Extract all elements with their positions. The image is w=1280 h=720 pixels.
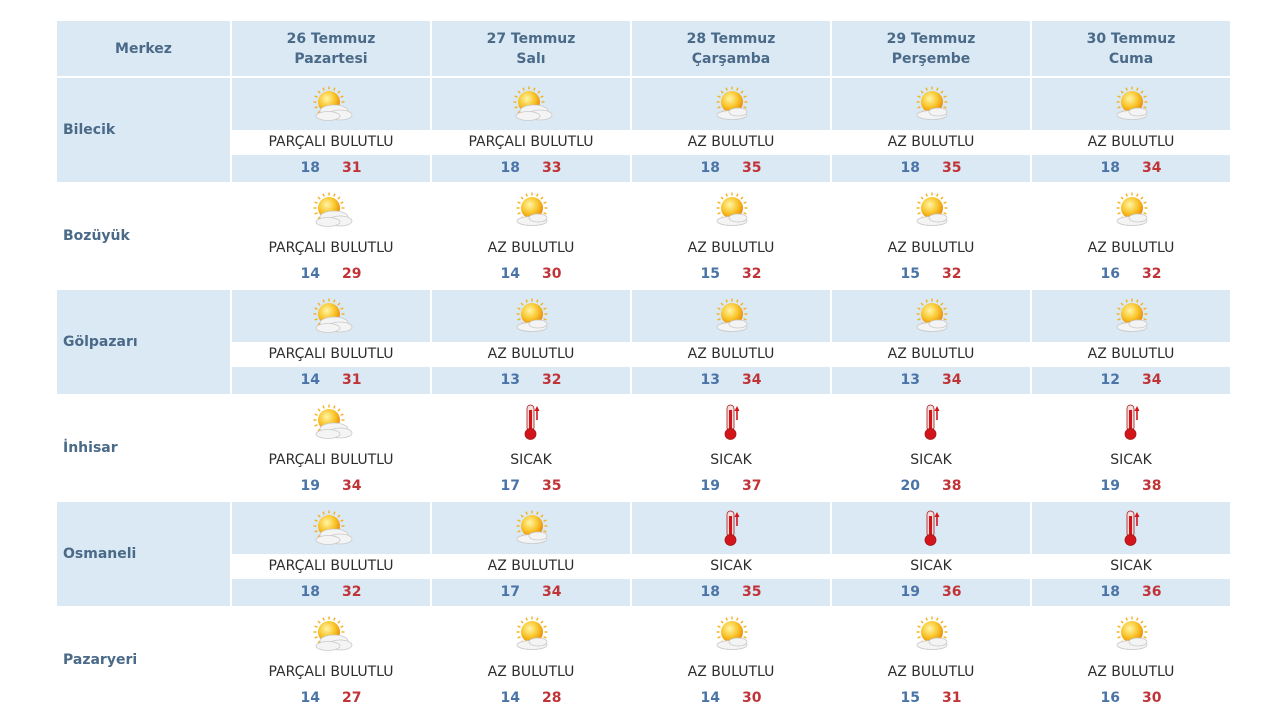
max-temp: 34 [542,584,562,600]
condition-label: AZ BULUTLU [1032,130,1230,155]
temperature-range [232,261,430,288]
condition-label: AZ BULUTLU [632,130,830,155]
temperature-range [432,473,630,500]
max-temp: 34 [942,372,962,388]
max-temp: 31 [942,690,962,706]
max-temp: 32 [342,584,362,600]
icon-area [432,396,630,448]
condition-label: PARÇALI BULUTLU [432,130,630,155]
max-temp: 35 [742,160,762,176]
temperature-range [232,367,430,394]
forecast-cell [832,290,1030,394]
min-temp: 18 [1100,584,1120,600]
mostly-sunny-icon [710,296,754,336]
condition-label: PARÇALI BULUTLU [232,236,430,261]
forecast-cell [432,608,630,712]
icon-area [832,78,1030,130]
temperature-range [1032,367,1230,394]
city-name: Bilecik [57,78,230,182]
thermometer-hot-icon [710,402,754,442]
temperature-range [632,155,830,182]
condition-label: SICAK [632,554,830,579]
min-temp: 13 [500,372,520,388]
forecast-cell [1032,396,1230,500]
min-temp: 19 [900,584,920,600]
icon-area [432,184,630,236]
temperature-range [632,579,830,606]
temperature-range [832,367,1030,394]
mostly-sunny-icon [1110,614,1154,654]
partly-cloudy-icon [310,402,354,442]
max-temp: 34 [1142,160,1162,176]
forecast-cell [432,290,630,394]
min-temp: 12 [1100,372,1120,388]
max-temp: 34 [1142,372,1162,388]
icon-area [632,184,830,236]
max-temp: 32 [742,266,762,282]
forecast-cell [432,78,630,182]
forecast-cell [232,78,430,182]
partly-cloudy-icon [310,190,354,230]
city-name: İnhisar [63,440,118,456]
temperature-range [432,685,630,712]
temperature-range [232,685,430,712]
min-temp: 18 [900,160,920,176]
temperature-range [1032,579,1230,606]
mostly-sunny-icon [710,190,754,230]
condition-label: PARÇALI BULUTLU [232,554,430,579]
min-temp: 18 [1100,160,1120,176]
mostly-sunny-icon [1110,296,1154,336]
max-temp: 30 [1142,690,1162,706]
min-temp: 19 [300,478,320,494]
min-temp: 17 [500,478,520,494]
day-weekday: Perşembe [891,50,971,67]
forecast-cell [632,78,830,182]
city-name: Pazaryeri [63,652,138,668]
temperature-range [232,579,430,606]
thermometer-hot-icon [510,402,554,442]
min-temp: 16 [1100,690,1120,706]
icon-area [232,78,430,130]
max-temp: 33 [542,160,562,176]
max-temp: 32 [942,266,962,282]
forecast-cell [232,290,430,394]
temperature-range [832,155,1030,182]
mostly-sunny-icon [910,190,954,230]
condition-label: SICAK [832,554,1030,579]
forecast-cell [632,502,830,606]
max-temp: 38 [1142,478,1162,494]
icon-area [1032,184,1230,236]
min-temp: 19 [1100,478,1120,494]
icon-area [1032,78,1230,130]
condition-label: AZ BULUTLU [632,342,830,367]
partly-cloudy-icon [310,614,354,654]
partly-cloudy-icon [310,508,354,548]
day-weekday: Salı [516,50,546,67]
day-header [1032,21,1230,76]
max-temp: 30 [542,266,562,282]
mostly-sunny-icon [710,84,754,124]
forecast-cell [632,396,830,500]
temperature-range [632,473,830,500]
max-temp: 30 [742,690,762,706]
min-temp: 17 [500,584,520,600]
min-temp: 15 [900,690,920,706]
min-temp: 14 [700,690,720,706]
temperature-range [232,155,430,182]
temperature-range [1032,155,1230,182]
max-temp: 31 [342,160,362,176]
max-temp: 27 [342,690,362,706]
forecast-cell [832,396,1030,500]
day-header [232,21,430,76]
forecast-cell [432,184,630,288]
mostly-sunny-icon [510,296,554,336]
day-weekday: Cuma [1108,50,1154,67]
temperature-range [632,367,830,394]
day-date: 27 Temmuz [486,30,576,47]
min-temp: 18 [700,584,720,600]
condition-label: PARÇALI BULUTLU [232,342,430,367]
max-temp: 35 [742,584,762,600]
condition-label: PARÇALI BULUTLU [232,130,430,155]
icon-area [632,78,830,130]
icon-area [232,184,430,236]
temperature-range [832,261,1030,288]
min-temp: 18 [300,160,320,176]
temperature-range [1032,261,1230,288]
condition-label: AZ BULUTLU [832,342,1030,367]
day-weekday: Çarşamba [691,50,771,67]
thermometer-hot-icon [1110,508,1154,548]
icon-area [832,502,1030,554]
thermometer-hot-icon [710,508,754,548]
icon-area [1032,290,1230,342]
temperature-range [632,685,830,712]
icon-area [832,290,1030,342]
forecast-cell [832,184,1030,288]
max-temp: 31 [342,372,362,388]
forecast-cell [232,608,430,712]
forecast-cell [832,502,1030,606]
condition-label: PARÇALI BULUTLU [232,448,430,473]
mostly-sunny-icon [910,614,954,654]
forecast-cell [1032,502,1230,606]
min-temp: 16 [1100,266,1120,282]
icon-area [632,502,830,554]
condition-label: SICAK [632,448,830,473]
temperature-range [832,579,1030,606]
condition-label: AZ BULUTLU [432,236,630,261]
max-temp: 29 [342,266,362,282]
thermometer-hot-icon [1110,402,1154,442]
forecast-cell [232,502,430,606]
icon-area [432,78,630,130]
max-temp: 32 [1142,266,1162,282]
max-temp: 34 [342,478,362,494]
max-temp: 38 [942,478,962,494]
forecast-cell [1032,184,1230,288]
day-header [432,21,630,76]
forecast-cell [432,502,630,606]
forecast-cell [432,396,630,500]
icon-area [832,184,1030,236]
day-date: 26 Temmuz [286,30,376,47]
forecast-cell [232,396,430,500]
icon-area [232,396,430,448]
day-date: 29 Temmuz [886,30,976,47]
mostly-sunny-icon [510,190,554,230]
max-temp: 35 [542,478,562,494]
temperature-range [432,155,630,182]
mostly-sunny-icon [510,614,554,654]
min-temp: 15 [900,266,920,282]
forecast-cell [1032,78,1230,182]
day-weekday: Pazartesi [294,50,368,67]
forecast-cell [632,290,830,394]
icon-area [632,396,830,448]
forecast-cell [1032,608,1230,712]
forecast-cell [832,78,1030,182]
condition-label: PARÇALI BULUTLU [232,660,430,685]
temperature-range [432,367,630,394]
temperature-range [1032,685,1230,712]
thermometer-hot-icon [910,402,954,442]
condition-label: AZ BULUTLU [1032,236,1230,261]
condition-label: AZ BULUTLU [832,236,1030,261]
thermometer-hot-icon [910,508,954,548]
icon-area [1032,396,1230,448]
min-temp: 18 [700,160,720,176]
icon-area [832,608,1030,660]
mostly-sunny-icon [910,296,954,336]
icon-area [432,290,630,342]
min-temp: 14 [300,372,320,388]
max-temp: 35 [942,160,962,176]
min-temp: 18 [300,584,320,600]
forecast-cell [1032,290,1230,394]
icon-area [632,290,830,342]
city-name: Gölpazarı [57,290,230,394]
condition-label: AZ BULUTLU [1032,660,1230,685]
temperature-range [432,261,630,288]
forecast-cell [232,184,430,288]
min-temp: 13 [700,372,720,388]
partly-cloudy-icon [310,296,354,336]
temperature-range [1032,473,1230,500]
condition-label: AZ BULUTLU [632,236,830,261]
temperature-range [832,685,1030,712]
condition-label: SICAK [832,448,1030,473]
temperature-range [232,473,430,500]
forecast-cell [632,184,830,288]
forecast-cell [832,608,1030,712]
mostly-sunny-icon [1110,190,1154,230]
condition-label: AZ BULUTLU [832,660,1030,685]
day-date: 28 Temmuz [686,30,776,47]
min-temp: 18 [500,160,520,176]
icon-area [832,396,1030,448]
condition-label: AZ BULUTLU [432,660,630,685]
temperature-range [432,579,630,606]
icon-area [232,608,430,660]
min-temp: 20 [900,478,920,494]
icon-area [1032,502,1230,554]
icon-area [232,290,430,342]
max-temp: 36 [1142,584,1162,600]
icon-area [432,608,630,660]
temperature-range [632,261,830,288]
icon-area [232,502,430,554]
min-temp: 14 [300,690,320,706]
mostly-sunny-icon [710,614,754,654]
day-date: 30 Temmuz [1086,30,1176,47]
city-column-header: Merkez [57,21,230,76]
icon-area [1032,608,1230,660]
partly-cloudy-icon [510,84,554,124]
condition-label: AZ BULUTLU [1032,342,1230,367]
min-temp: 15 [700,266,720,282]
min-temp: 19 [700,478,720,494]
max-temp: 34 [742,372,762,388]
min-temp: 14 [500,690,520,706]
icon-area [632,608,830,660]
mostly-sunny-icon [910,84,954,124]
icon-area [432,502,630,554]
condition-label: AZ BULUTLU [632,660,830,685]
max-temp: 28 [542,690,562,706]
max-temp: 36 [942,584,962,600]
min-temp: 14 [500,266,520,282]
mostly-sunny-icon [510,508,554,548]
partly-cloudy-icon [310,84,354,124]
condition-label: SICAK [1032,554,1230,579]
condition-label: AZ BULUTLU [432,342,630,367]
condition-label: SICAK [432,448,630,473]
min-temp: 13 [900,372,920,388]
max-temp: 37 [742,478,762,494]
condition-label: AZ BULUTLU [432,554,630,579]
max-temp: 32 [542,372,562,388]
forecast-cell [632,608,830,712]
city-name: Bozüyük [63,228,130,244]
condition-label: AZ BULUTLU [832,130,1030,155]
day-header [832,21,1030,76]
condition-label: SICAK [1032,448,1230,473]
day-header [632,21,830,76]
min-temp: 14 [300,266,320,282]
city-name: Osmaneli [57,502,230,606]
temperature-range [832,473,1030,500]
mostly-sunny-icon [1110,84,1154,124]
